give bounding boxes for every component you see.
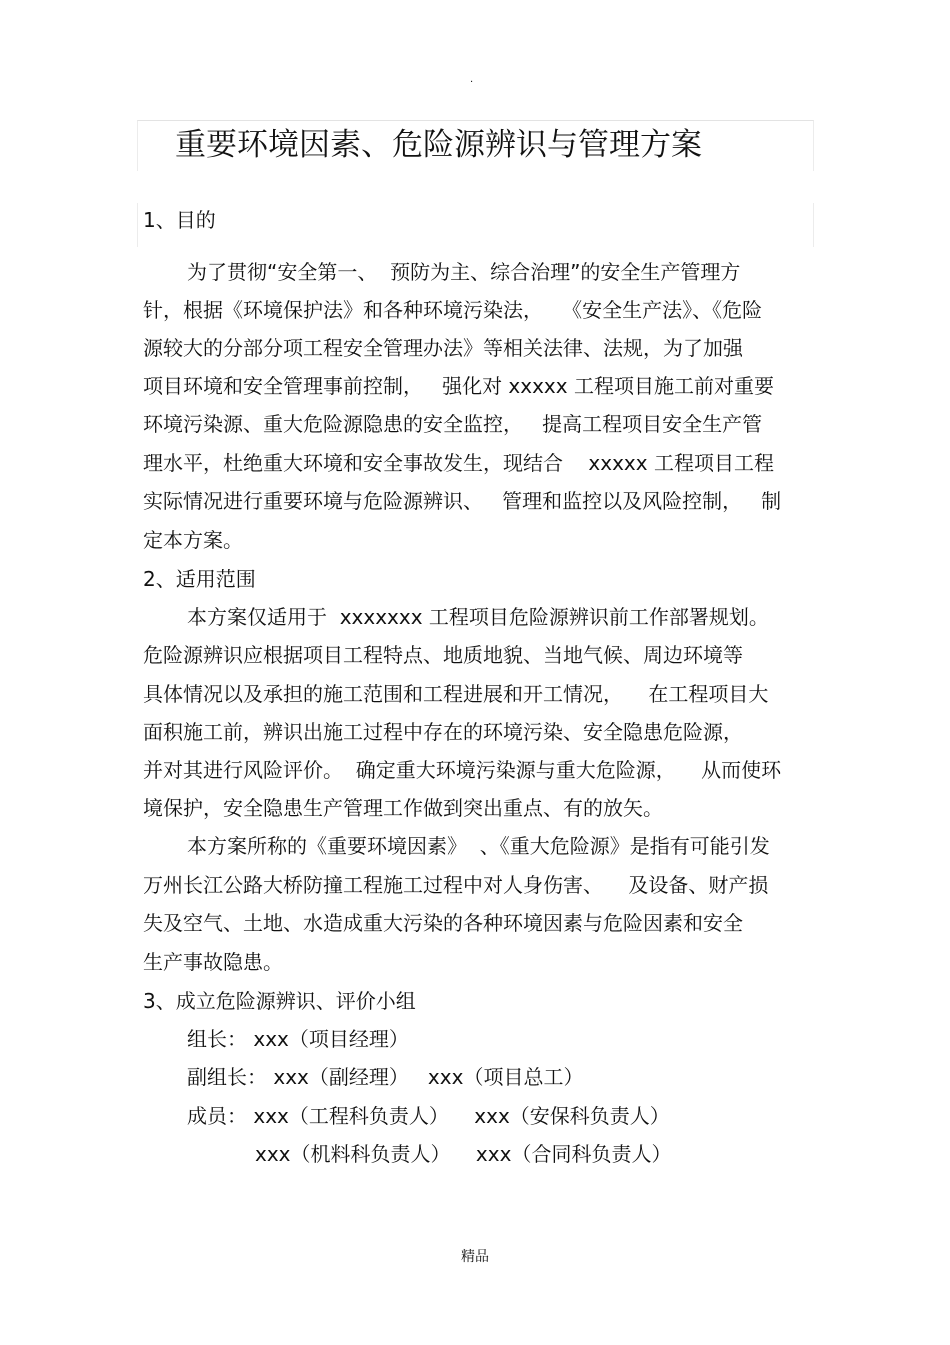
section2-line: 并对其进行风险评价。 确定重大环境污染源与重大危险源， 从而使环 [143, 758, 782, 782]
section2-line: 具体情况以及承担的施工范围和工程进展和开工情况， 在工程项目大 [143, 682, 769, 706]
section2-line: 本方案所称的《重要环境因素》 、《重大危险源》是指有可能引发 [187, 834, 770, 858]
section2-line: 万州长江公路大桥防撞工程施工过程中对人身伤害、 及设备、财产损 [143, 873, 769, 897]
page-footer: 精品 [461, 1249, 489, 1265]
section1-line: 针，根据《环境保护法》和各种环境污染法， 《安全生产法》、《危险 [143, 298, 763, 322]
section1-line: 项目环境和安全管理事前控制， 强化对 xxxxx 工程项目施工前对重要 [143, 374, 774, 398]
section3-heading: 3、成立危险源辨识、评价小组 [143, 989, 416, 1013]
header-mark: · [470, 77, 474, 88]
section1-heading: 1、目的 [143, 208, 216, 232]
section2-line: 失及空气、土地、水造成重大污染的各种环境因素与危险因素和安全 [143, 911, 743, 935]
section1-line: 实际情况进行重要环境与危险源辨识、 管理和监控以及风险控制， 制 [143, 489, 782, 513]
section1-line: 理水平，杜绝重大环境和安全事故发生，现结合 xxxxx 工程项目工程 [143, 451, 774, 475]
document-title: 重要环境因素、危险源辨识与管理方案 [175, 127, 702, 163]
section1-line: 定本方案。 [143, 528, 243, 552]
section2-line: 面积施工前，辨识出施工过程中存在的环境污染、安全隐患危险源， [143, 720, 743, 744]
section2-line: 生产事故隐患。 [143, 950, 283, 974]
team-members: 成员： xxx（工程科负责人） xxx（安保科负责人） [187, 1104, 670, 1128]
section1-line: 为了贯彻“安全第一、 预防为主、综合治理”的安全生产管理方 [187, 260, 741, 284]
team-deputy: 副组长： xxx（副经理） xxx（项目总工） [187, 1065, 584, 1089]
section1-line: 源较大的分部分项工程安全管理办法》等相关法律、法规，为了加强 [143, 336, 743, 360]
section1-frame [137, 203, 814, 247]
section2-line: 境保护，安全隐患生产管理工作做到突出重点、有的放矢。 [143, 796, 663, 820]
section2-line: 危险源辨识应根据项目工程特点、地质地貌、当地气候、周边环境等 [143, 643, 743, 667]
section2-line: 本方案仅适用于 xxxxxxx 工程项目危险源辨识前工作部署规划。 [187, 605, 769, 629]
section2-heading: 2、适用范围 [143, 567, 256, 591]
section1-line: 环境污染源、重大危险源隐患的安全监控， 提高工程项目安全生产管 [143, 412, 763, 436]
team-members: xxx（机料科负责人） xxx（合同科负责人） [255, 1142, 672, 1166]
team-leader: 组长： xxx（项目经理） [187, 1027, 409, 1051]
